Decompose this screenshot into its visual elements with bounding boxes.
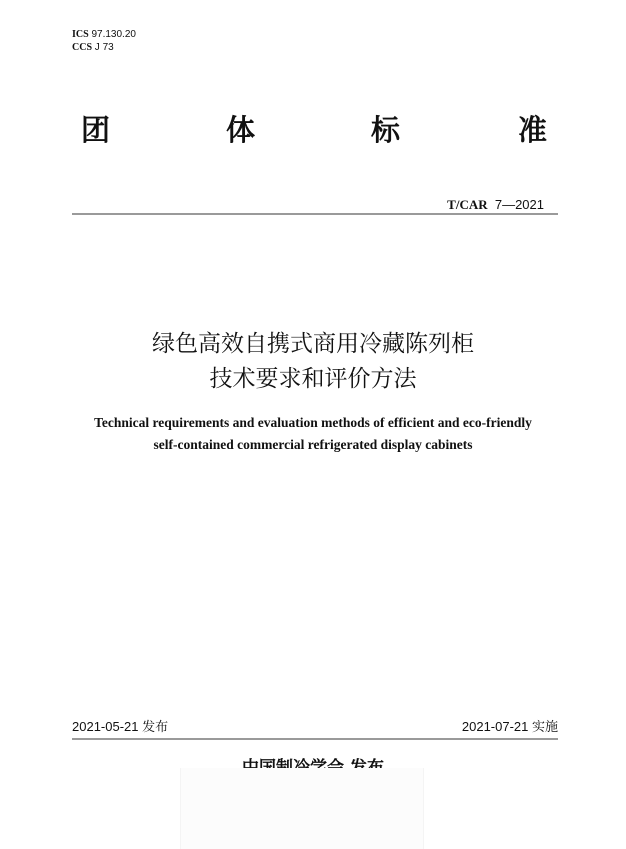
publish-date: 2021-05-21 发布 (72, 719, 169, 734)
heading-char: 团 (81, 113, 111, 147)
cover-mask (180, 768, 424, 849)
heading-char: 标 (371, 113, 401, 147)
ics-code (72, 28, 136, 41)
title-en-line1: Technical requirements and evaluation methods of efficient and eco-friendly (94, 415, 532, 430)
code-prefix: T/CAR (447, 197, 488, 212)
ccs-label: CCS (72, 42, 93, 53)
code-number: 7—2021 (494, 197, 544, 212)
bottom-divider (72, 738, 558, 740)
title-en (0, 412, 626, 456)
title-en-line2: self-contained commercial refrigerated display cabinets (153, 437, 473, 452)
title-cn-line2: 技术要求和评价方法 (209, 366, 417, 392)
heading-char: 体 (226, 113, 256, 147)
title-cn-line1: 绿色高效自携式商用冷藏陈列柜 (152, 331, 474, 357)
ics-label: ICS (72, 29, 89, 40)
heading-char: 准 (518, 113, 548, 147)
issuer (0, 756, 626, 767)
standard-code (447, 197, 544, 213)
top-divider (72, 213, 558, 215)
implement-date: 2021-07-21 实施 (461, 719, 558, 734)
ccs-code (72, 41, 114, 54)
title-cn (0, 327, 626, 397)
ccs-value: J 73 (94, 42, 114, 53)
ics-value: 97.130.20 (91, 29, 136, 40)
